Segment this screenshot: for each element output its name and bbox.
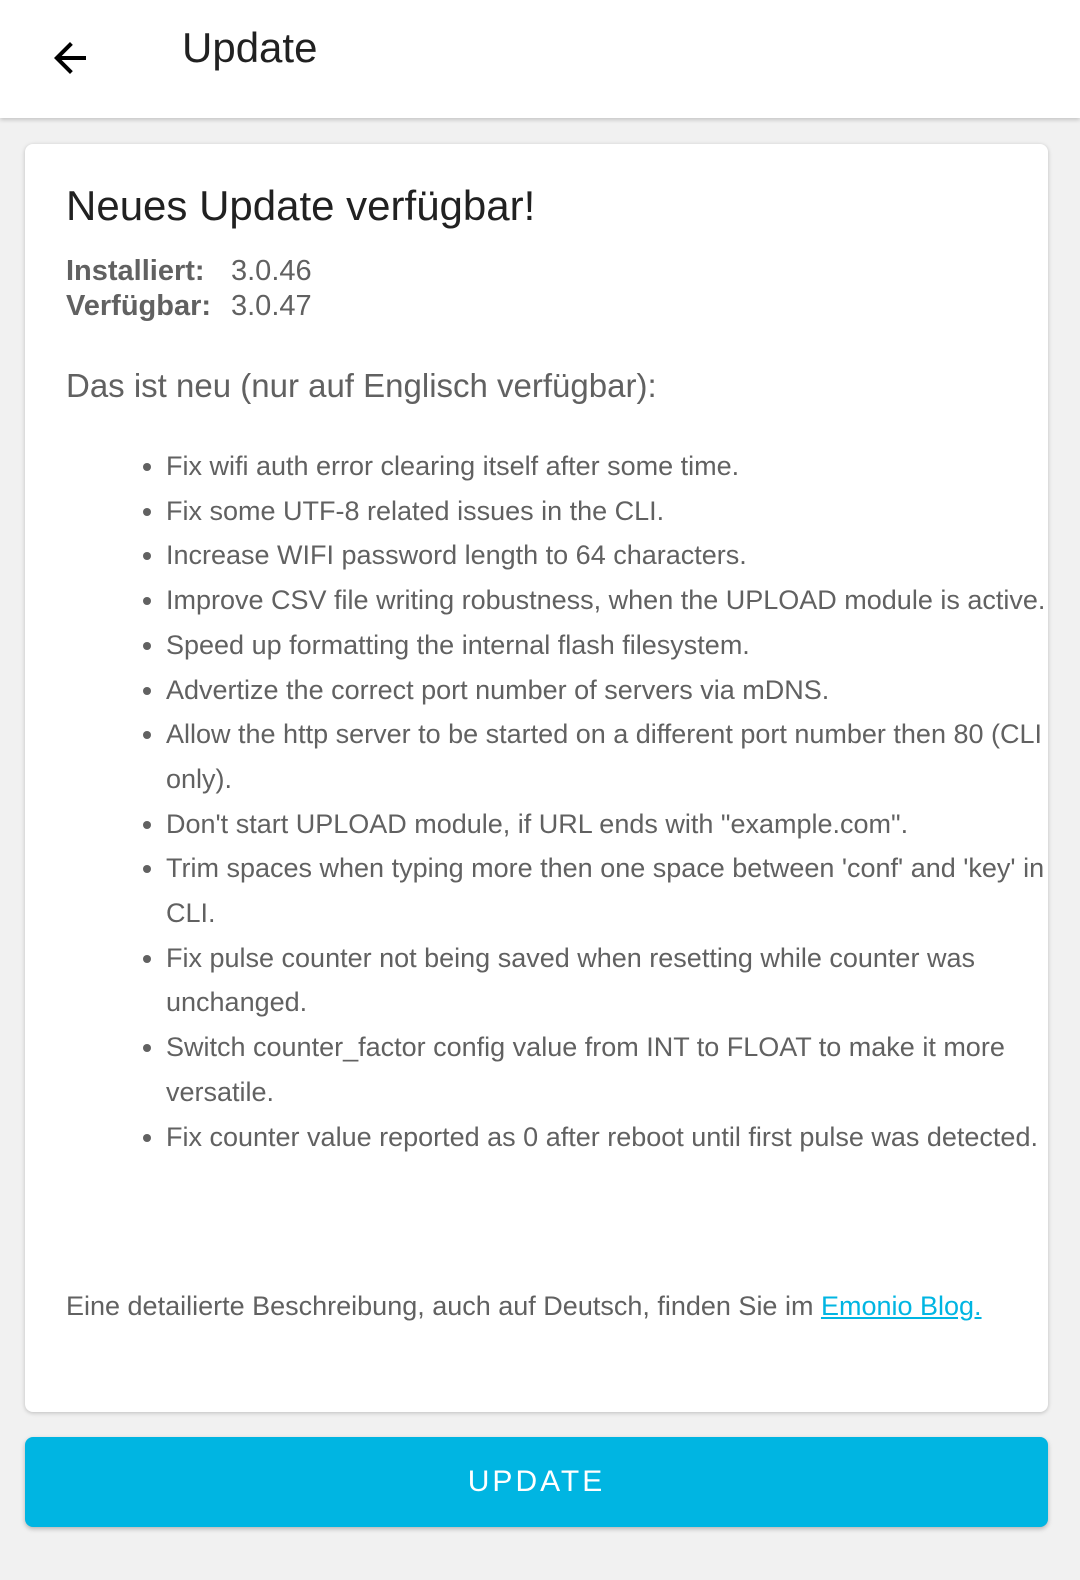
- changelog-item: • Trim spaces when typing more then one space between 'conf' and 'key' in CLI.: [166, 846, 1046, 935]
- changelog-item: • Switch counter_factor config value from INT to FLOAT to make it more versatile.: [166, 1025, 1046, 1114]
- back-button[interactable]: [30, 18, 110, 98]
- changelog-item: • Improve CSV file writing robustness, when the UPLOAD module is active.: [166, 578, 1046, 623]
- changelog-item: • Allow the http server to be started on a different port number then 80 (CLI only).: [166, 712, 1046, 801]
- emonio-blog-link[interactable]: Emonio Blog.: [820, 1291, 982, 1321]
- changelog-item: • Fix pulse counter not being saved when resetting while counter was unchanged.: [166, 936, 1046, 1025]
- update-info-card: [25, 144, 1048, 1412]
- changelog-item: • Advertize the correct port number of servers via mDNS.: [166, 668, 1046, 713]
- installed-version: 3.0.46: [231, 255, 312, 287]
- footer-text: Eine detailierte Beschreibung, auch auf Deutsch, finden Sie im: [66, 1291, 821, 1321]
- changelog-item: • Don't start UPLOAD module, if URL ends with "example.com".: [166, 802, 1046, 847]
- available-version: 3.0.47: [231, 290, 312, 322]
- footer-description: [66, 1284, 1011, 1329]
- changelog-item: • Fix counter value reported as 0 after reboot until first pulse was detected.: [166, 1115, 1046, 1160]
- installed-version-row: [66, 254, 312, 289]
- installed-label: Installiert:: [66, 255, 205, 287]
- available-version-row: [66, 289, 312, 324]
- changelog-item: • Fix some UTF-8 related issues in the CLI.: [166, 489, 1046, 534]
- arrow-left-icon: [46, 34, 94, 82]
- card-title: Neues Update verfügbar!: [66, 182, 536, 229]
- update-button[interactable]: UPDATE: [25, 1437, 1048, 1527]
- whats-new-heading: Das ist neu (nur auf Englisch verfügbar):: [66, 367, 657, 404]
- page-title: Update: [182, 24, 318, 71]
- changelog-item: • Speed up formatting the internal flash filesystem.: [166, 623, 1046, 668]
- available-label: Verfügbar:: [66, 290, 212, 322]
- app-bar: [0, 0, 1080, 118]
- changelog-list: [126, 444, 1046, 1159]
- version-info: [66, 254, 312, 324]
- changelog-item: • Fix wifi auth error clearing itself after some time.: [166, 444, 1046, 489]
- changelog-item: • Increase WIFI password length to 64 characters.: [166, 533, 1046, 578]
